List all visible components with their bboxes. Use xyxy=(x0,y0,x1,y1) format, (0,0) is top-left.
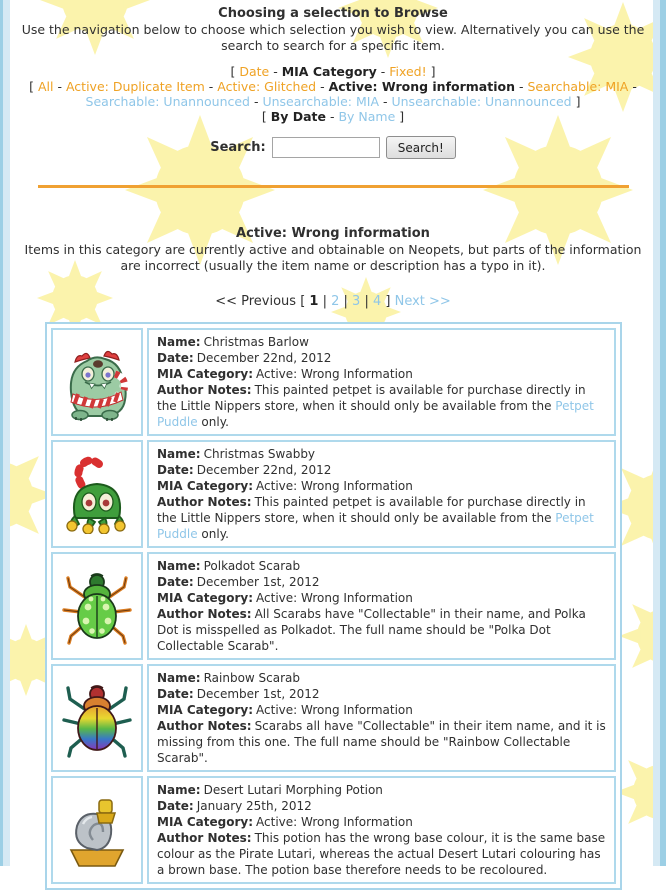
page-right-edge-inner xyxy=(653,0,660,866)
item-row-polkadot-scarab xyxy=(51,552,616,660)
date-label: Date: xyxy=(157,575,194,589)
category-label: MIA Category: xyxy=(157,591,254,605)
item-name-line: Name: Polkadot Scarab xyxy=(157,559,301,573)
item-info xyxy=(147,664,616,772)
items-list xyxy=(45,322,622,890)
nav-row-category-type: [ Date - MIA Category - Fixed! ] xyxy=(230,64,436,79)
notes-label: Author Notes: xyxy=(157,831,252,845)
category-label: MIA Category: xyxy=(157,367,254,381)
item-category-line: MIA Category: Active: Wrong Information xyxy=(157,367,413,381)
page-left-edge-inner xyxy=(3,0,10,866)
nav-link-by-name[interactable]: By Name xyxy=(338,109,396,124)
item-date-line: Date: December 22nd, 2012 xyxy=(157,351,332,365)
item-notes-line: Author Notes: Scarabs all have "Collectable" in their item name, and it is missing from this one. The full name should be "Rainbow Collectable Scarab". xyxy=(157,719,606,765)
notes-label: Author Notes: xyxy=(157,383,252,397)
nav-link-unsearchable-unannounced[interactable]: Unsearchable: Unannounced xyxy=(391,94,572,109)
pagination-page-4[interactable]: 4 xyxy=(372,294,382,309)
nav-link-fixed[interactable]: Fixed! xyxy=(389,64,427,79)
item-date-line: Date: January 25th, 2012 xyxy=(157,799,312,813)
browse-navigation xyxy=(0,64,666,124)
item-row-rainbow-scarab xyxy=(51,664,616,772)
nav-row-sort: [ By Date - By Name ] xyxy=(261,109,405,124)
item-notes-line: Author Notes: This painted petpet is available for purchase directly in the Little Nippers store, when it should only be available from the Petpet Puddle only. xyxy=(157,495,594,541)
nav-row-categories-1: [ All - Active: Duplicate Item - Active: Glitched - Active: Wrong information - Searchable: MIA - xyxy=(29,79,637,94)
notes-label: Author Notes: xyxy=(157,607,252,621)
category-label: MIA Category: xyxy=(157,479,254,493)
pagination-previous: << Previous xyxy=(215,294,297,309)
pagination: << Previous [ 1 | 2 | 3 | 4 ] Next >> xyxy=(215,294,451,309)
search-label: Search: xyxy=(210,139,266,155)
name-label: Name: xyxy=(157,447,201,461)
nav-link-active-duplicate-item[interactable]: Active: Duplicate Item xyxy=(65,79,205,94)
date-label: Date: xyxy=(157,799,194,813)
item-image-cell xyxy=(51,552,143,660)
notes-label: Author Notes: xyxy=(157,719,252,733)
pagination-page-2[interactable]: 2 xyxy=(331,294,340,309)
section-title: Active: Wrong information xyxy=(236,226,430,241)
category-label: MIA Category: xyxy=(157,703,254,717)
nav-current-mia-category: MIA Category xyxy=(281,64,377,79)
nav-row-categories-2: Searchable: Unannounced - Unsearchable: MIA - Unsearchable: Unannounced ] xyxy=(85,94,581,109)
rainbow-scarab-image xyxy=(57,678,137,758)
christmas-barlow-image xyxy=(57,342,137,422)
item-name-line: Name: Christmas Swabby xyxy=(157,447,316,461)
item-info xyxy=(147,328,616,436)
name-label: Name: xyxy=(157,783,201,797)
item-image-cell xyxy=(51,664,143,772)
date-label: Date: xyxy=(157,687,194,701)
nav-link-all[interactable]: All xyxy=(38,79,54,94)
name-label: Name: xyxy=(157,559,201,573)
orange-divider xyxy=(38,185,629,188)
pagination-page-3[interactable]: 3 xyxy=(352,294,361,309)
item-info xyxy=(147,552,616,660)
christmas-swabby-image xyxy=(57,454,137,534)
item-name-line: Name: Rainbow Scarab xyxy=(157,671,301,685)
item-row-desert-lutari-morphing-potion xyxy=(51,776,616,884)
notes-label: Author Notes: xyxy=(157,495,252,509)
nav-link-searchable-mia[interactable]: Searchable: MIA xyxy=(527,79,629,94)
date-label: Date: xyxy=(157,463,194,477)
nav-current-active-wrong-information: Active: Wrong information xyxy=(328,79,515,94)
item-row-christmas-barlow xyxy=(51,328,616,436)
name-label: Name: xyxy=(157,335,201,349)
item-date-line: Date: December 1st, 2012 xyxy=(157,687,320,701)
search-input[interactable] xyxy=(272,137,380,158)
desert-lutari-morphing-potion-image xyxy=(57,790,137,870)
item-notes-line: Author Notes: This potion has the wrong base colour, it is the same base colour as the Pirate Lutari, whereas the actual Desert Lutari colouring has a brown base. The potion base therefore needs to be recoloured. xyxy=(157,831,606,877)
pagination-next[interactable]: Next >> xyxy=(394,294,451,309)
nav-link-unsearchable-mia[interactable]: Unsearchable: MIA xyxy=(262,94,380,109)
petpet-puddle-link[interactable]: Petpet Puddle xyxy=(157,399,594,429)
intro-text: Use the navigation below to choose which selection you wish to view. Alternatively you can use the search to search for a specific item. xyxy=(21,22,645,53)
item-name-line: Name: Desert Lutari Morphing Potion xyxy=(157,783,383,797)
page-right-edge xyxy=(660,0,666,866)
petpet-puddle-link[interactable]: Petpet Puddle xyxy=(157,511,594,541)
item-image-cell xyxy=(51,776,143,884)
item-row-christmas-swabby xyxy=(51,440,616,548)
nav-link-searchable-unannounced[interactable]: Searchable: Unannounced xyxy=(85,94,250,109)
item-category-line: MIA Category: Active: Wrong Information xyxy=(157,815,413,829)
item-name-line: Name: Christmas Barlow xyxy=(157,335,309,349)
search-bar xyxy=(0,136,666,159)
item-info xyxy=(147,440,616,548)
pagination-current-page: 1 xyxy=(309,294,319,309)
nav-current-by-date: By Date xyxy=(270,109,326,124)
date-label: Date: xyxy=(157,351,194,365)
item-notes-line: Author Notes: This painted petpet is available for purchase directly in the Little Nippers store, when it should only be available from the Petpet Puddle only. xyxy=(157,383,594,429)
item-date-line: Date: December 22nd, 2012 xyxy=(157,463,332,477)
item-category-line: MIA Category: Active: Wrong Information xyxy=(157,479,413,493)
page-title: Choosing a selection to Browse xyxy=(218,6,448,21)
nav-link-date[interactable]: Date xyxy=(239,64,270,79)
nav-link-active-glitched[interactable]: Active: Glitched xyxy=(217,79,317,94)
search-button[interactable]: Search! xyxy=(386,136,456,159)
item-date-line: Date: December 1st, 2012 xyxy=(157,575,320,589)
item-image-cell xyxy=(51,328,143,436)
category-label: MIA Category: xyxy=(157,815,254,829)
name-label: Name: xyxy=(157,671,201,685)
item-info xyxy=(147,776,616,884)
item-image-cell xyxy=(51,440,143,548)
section-description: Items in this category are currently active and obtainable on Neopets, but parts of the information are incorrect (usually the item name or description has a typo in it). xyxy=(24,242,642,273)
item-category-line: MIA Category: Active: Wrong Information xyxy=(157,703,413,717)
item-notes-line: Author Notes: All Scarabs have "Collectable" in their name, and Polka Dot is misspelled as Polkadot. The full name should be "Polka Dot Collectable Scarab". xyxy=(157,607,586,653)
item-category-line: MIA Category: Active: Wrong Information xyxy=(157,591,413,605)
polkadot-scarab-image xyxy=(57,566,137,646)
